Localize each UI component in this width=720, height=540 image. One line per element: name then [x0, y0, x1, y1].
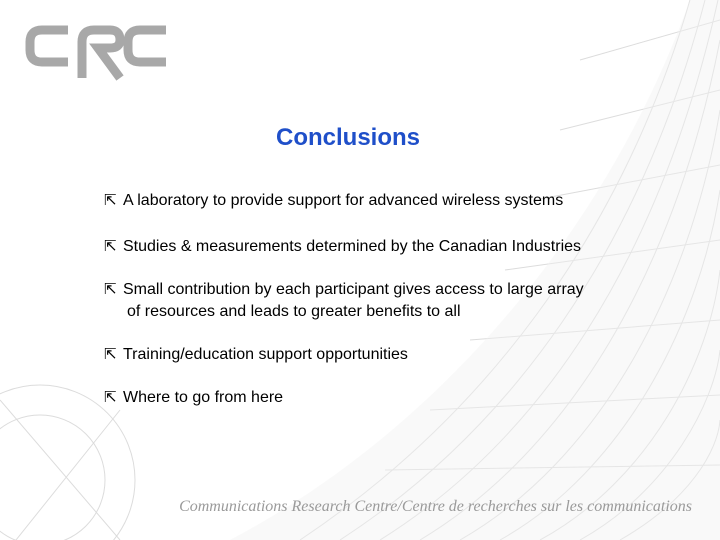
bullet-text: Training/education support opportunities [123, 346, 408, 363]
bullet-arrow-icon: ⇱ [104, 345, 117, 363]
crc-logo-icon [24, 18, 174, 82]
bullet-arrow-icon: ⇱ [104, 237, 117, 255]
bullet-text: Studies & measurements determined by the Canadian Industries [123, 238, 582, 255]
bullet-text-continuation: of resources and leads to greater benefits to all [127, 303, 461, 320]
bullet-arrow-icon: ⇱ [104, 191, 117, 209]
page-title: Conclusions [275, 124, 420, 151]
bullet-arrow-icon: ⇱ [104, 280, 117, 298]
bullet-arrow-icon: ⇱ [104, 388, 117, 406]
bullet-text: Where to go from here [123, 389, 284, 406]
footer-organization-name: Communications Research Centre/Centre de recherches sur les communications [179, 498, 692, 515]
bullet-text: A laboratory to provide support for advanced wireless systems [123, 192, 564, 209]
bullet-text: Small contribution by each participant gives access to large array [123, 281, 584, 298]
